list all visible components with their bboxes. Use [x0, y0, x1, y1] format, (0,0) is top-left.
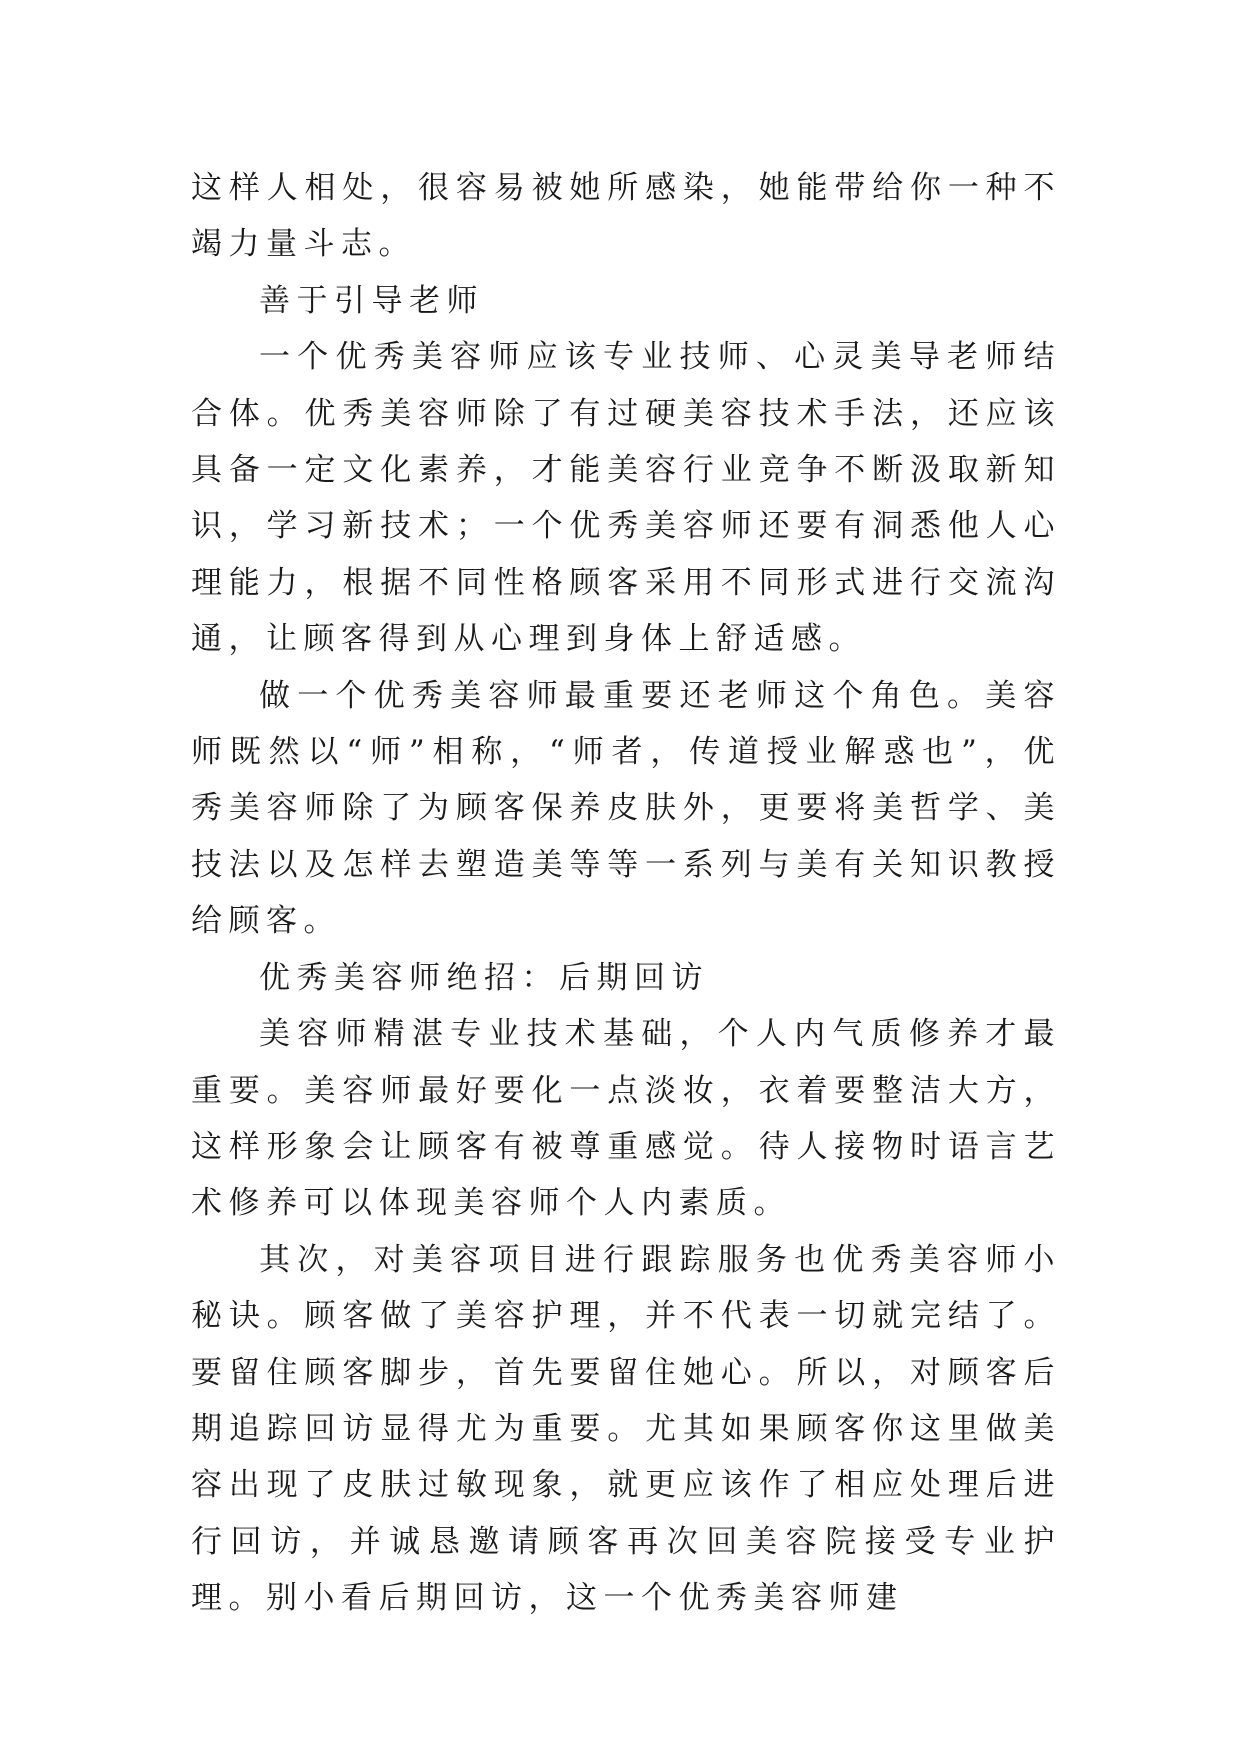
paragraph: 美容师精湛专业技术基础，个人内气质修养才最重要。美容师最好要化一点淡妆，衣着要整洁大方，这样形象会让顾客有被尊重感觉。待人接物时语言艺术修养可以体现美容师个人内素质。 — [191, 1016, 1061, 1222]
paragraph: 做一个优秀美容师最重要还老师这个角色。美容师既然以“师”相称，“师者，传道授业解惑也”，优秀美容师除了为顾客保养皮肤外，更要将美哲学、美技法以及怎样去塑造美等等一系列与美有关知识教授给顾客。 — [191, 677, 1061, 940]
paragraph: 一个优秀美容师应该专业技师、心灵美导老师结合体。优秀美容师除了有过硬美容技术手法，还应该具备一定文化素养，才能美容行业竞争不断汲取新知识，学习新技术；一个优秀美容师还要有洞悉他人心理能力，根据不同性格顾客采用不同形式进行交流沟通，让顾客得到从心理到身体上舒适感。 — [191, 339, 1061, 658]
section-heading: 善于引导老师 — [259, 282, 484, 319]
section-heading: 优秀美容师绝招：后期回访 — [259, 959, 709, 996]
paragraph: 其次，对美容项目进行跟踪服务也优秀美容师小秘诀。顾客做了美容护理，并不代表一切就完结了。要留住顾客脚步，首先要留住她心。所以，对顾客后期追踪回访显得尤为重要。尤其如果顾客你这里做美容出现了皮肤过敏现象，就更应该作了相应处理后进行回访，并诚恳邀请顾客再次回美容院接受专业护理。别小看后期回访，这一个优秀美容师建 — [191, 1241, 1061, 1617]
paragraph: 这样人相处，很容易被她所感染，她能带给你一种不竭力量斗志。 — [191, 170, 1061, 263]
body-text — [191, 160, 1061, 1627]
